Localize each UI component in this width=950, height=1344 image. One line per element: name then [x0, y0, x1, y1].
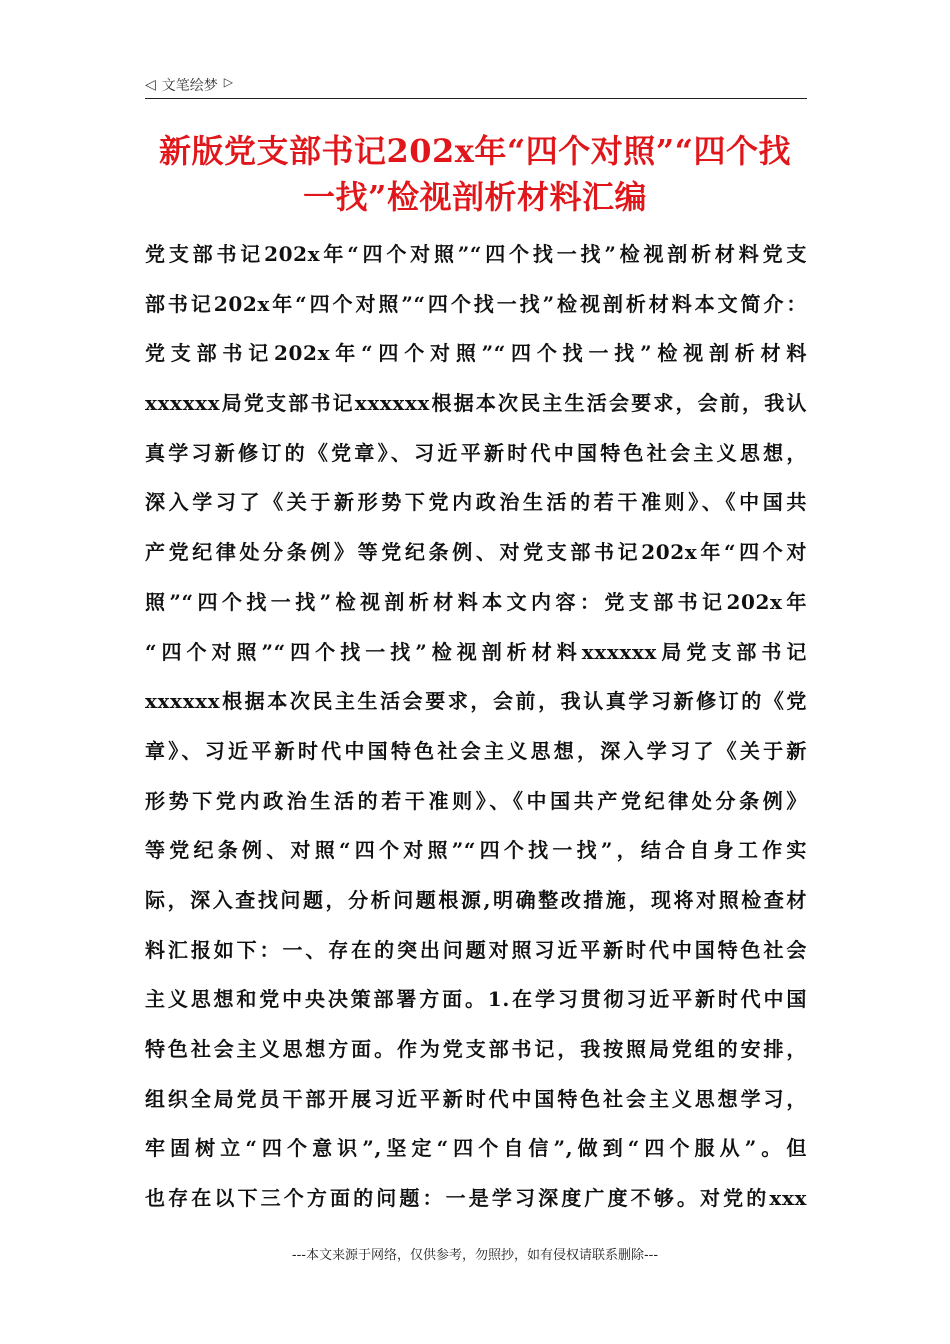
body-line: 特色社会主义思想方面。作为党支部书记，我按照局党组的安排，	[145, 1037, 807, 1061]
body-line: 际，深入查找问题，分析问题根源,明确整改措施，现将对照检查材	[145, 887, 807, 912]
body-line: xxxxxx根据本次民主生活会要求，会前，我认真学习新修订的《党	[145, 689, 807, 714]
page-header	[145, 72, 807, 99]
body-line: 等党纪条例、对照“四个对照”“四个找一找”，结合自身工作实	[145, 838, 807, 863]
triangle-right-icon: ▷	[223, 75, 234, 89]
body-line: 料汇报如下：一、存在的突出问题对照习近平新时代中国特色社会	[145, 937, 807, 962]
body-line: 党支部书记202x年“四个对照”“四个找一找”检视剖析材料	[145, 341, 807, 366]
body-line: 深入学习了《关于新形势下党内政治生活的若干准则》、《中国共	[145, 490, 807, 515]
title-line-2: 一找”检视剖析材料汇编	[303, 178, 647, 216]
body-line: 章》、习近平新时代中国特色社会主义思想，深入学习了《关于新	[145, 738, 807, 763]
document-body	[145, 230, 807, 1224]
title-line-1: 新版党支部书记202x年“四个对照”“四个找	[158, 132, 792, 170]
triangle-left-icon: ◁	[145, 77, 156, 93]
body-line: 部书记202x年“四个对照”“四个找一找”检视剖析材料本文简介：	[145, 291, 807, 316]
body-line: 照”“四个找一找”检视剖析材料本文内容：党支部书记202x年	[145, 589, 807, 614]
body-line: “四个对照”“四个找一找”检视剖析材料xxxxxx局党支部书记	[145, 639, 807, 664]
body-line: 真学习新修订的《党章》、习近平新时代中国特色社会主义思想，	[145, 440, 807, 465]
body-line: xxxxxx局党支部书记xxxxxx根据本次民主生活会要求，会前，我认	[145, 391, 807, 416]
document-title	[120, 128, 830, 220]
body-line: 牢固树立“四个意识”,坚定“四个自信”,做到“四个服从”。但	[145, 1136, 807, 1161]
body-line: 主义思想和党中央决策部署方面。1.在学习贯彻习近平新时代中国	[145, 987, 807, 1012]
body-line: 产党纪律处分条例》等党纪条例、对党支部书记202x年“四个对	[145, 540, 807, 565]
body-line: 组织全局党员干部开展习近平新时代中国特色社会主义思想学习，	[145, 1086, 807, 1111]
body-line: 形势下党内政治生活的若干准则》、《中国共产党纪律处分条例》	[145, 788, 807, 813]
body-line: 党支部书记202x年“四个对照”“四个找一找”检视剖析材料党支	[145, 242, 807, 266]
body-line: 也存在以下三个方面的问题：一是学习深度广度不够。对党的xxx	[145, 1186, 807, 1211]
brand-label: 文笔绘梦	[161, 78, 218, 94]
footer-disclaimer: ---本文来源于网络，仅供参考，勿照抄，如有侵权请联系删除---	[291, 1248, 659, 1263]
